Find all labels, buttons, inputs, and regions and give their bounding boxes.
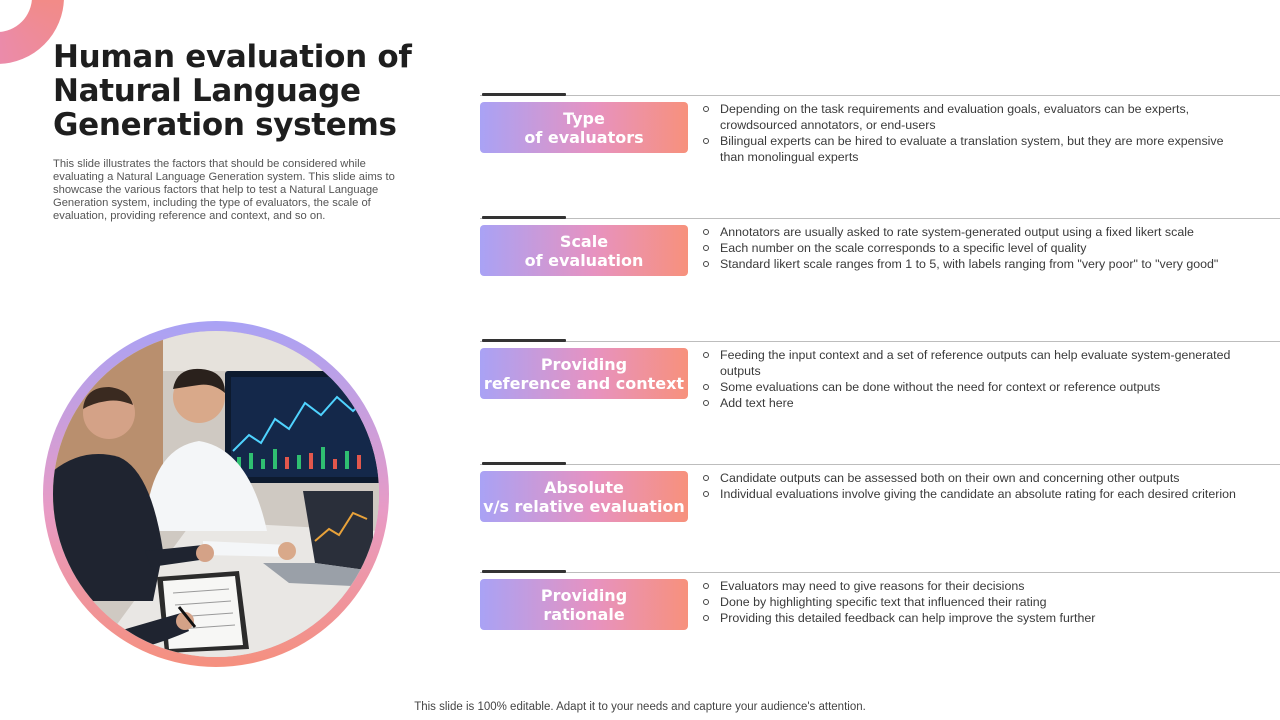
factor-row-type-of-evaluators — [480, 95, 1280, 205]
row-accent-bar — [482, 93, 566, 96]
factor-bullets — [702, 578, 1242, 626]
bullet-item: Evaluators may need to give reasons for their decisions — [702, 578, 1242, 594]
row-accent-bar — [482, 216, 566, 219]
row-divider — [480, 218, 1280, 219]
bullet-item: Add text here — [702, 395, 1242, 411]
factor-row-absolute-vs-relative — [480, 464, 1280, 574]
bullet-item: Some evaluations can be done without the need for context or reference outputs — [702, 379, 1242, 395]
factor-label-providing-rationale: Providing rationale — [480, 579, 688, 630]
bullet-item: Each number on the scale corresponds to a specific level of quality — [702, 240, 1242, 256]
row-divider — [480, 95, 1280, 96]
row-accent-bar — [482, 462, 566, 465]
slide-description: This slide illustrates the factors that should be considered while evaluating a Natural Language Generation system. This slide aims to showcase the various factors that help to test a Natural Language Generation system, including the type of evaluators, the scale of evaluation, providing reference and context, and so on. — [53, 158, 395, 222]
bullet-item: Depending on the task requirements and evaluation goals, evaluators can be experts, crowdsourced annotators, or end-users — [702, 101, 1242, 133]
bullet-item: Standard likert scale ranges from 1 to 5, with labels ranging from "very poor" to "very good" — [702, 256, 1242, 272]
bullet-item: Done by highlighting specific text that influenced their rating — [702, 594, 1242, 610]
row-divider — [480, 572, 1280, 573]
row-divider — [480, 341, 1280, 342]
row-accent-bar — [482, 570, 566, 573]
business-meeting-photo — [53, 331, 379, 657]
meeting-illustration — [53, 331, 379, 657]
bullet-item: Candidate outputs can be assessed both on their own and concerning other outputs — [702, 470, 1242, 486]
factor-label-type-of-evaluators: Type of evaluators — [480, 102, 688, 153]
bullet-item: Individual evaluations involve giving the candidate an absolute rating for each desired criterion — [702, 486, 1242, 502]
factor-row-providing-rationale — [480, 572, 1280, 682]
factor-bullets — [702, 470, 1242, 502]
row-divider — [480, 464, 1280, 465]
factor-label-reference-and-context: Providing reference and context — [480, 348, 688, 399]
factor-row-reference-and-context — [480, 341, 1280, 451]
factor-row-scale-of-evaluation — [480, 218, 1280, 328]
bullet-item: Providing this detailed feedback can help improve the system further — [702, 610, 1242, 626]
slide-title: Human evaluation of Natural Language Generation systems — [53, 39, 412, 143]
factor-bullets — [702, 224, 1242, 272]
factor-bullets — [702, 347, 1242, 411]
factor-label-absolute-vs-relative: Absolute v/s relative evaluation — [480, 471, 688, 522]
factor-bullets — [702, 101, 1242, 165]
bullet-item: Annotators are usually asked to rate system-generated output using a fixed likert scale — [702, 224, 1242, 240]
footer-note: This slide is 100% editable. Adapt it to your needs and capture your audience's attention. — [414, 701, 866, 713]
factor-label-scale-of-evaluation: Scale of evaluation — [480, 225, 688, 276]
bullet-item: Feeding the input context and a set of reference outputs can help evaluate system-generated outputs — [702, 347, 1242, 379]
row-accent-bar — [482, 339, 566, 342]
bullet-item: Bilingual experts can be hired to evaluate a translation system, but they are more expensive than monolingual experts — [702, 133, 1242, 165]
